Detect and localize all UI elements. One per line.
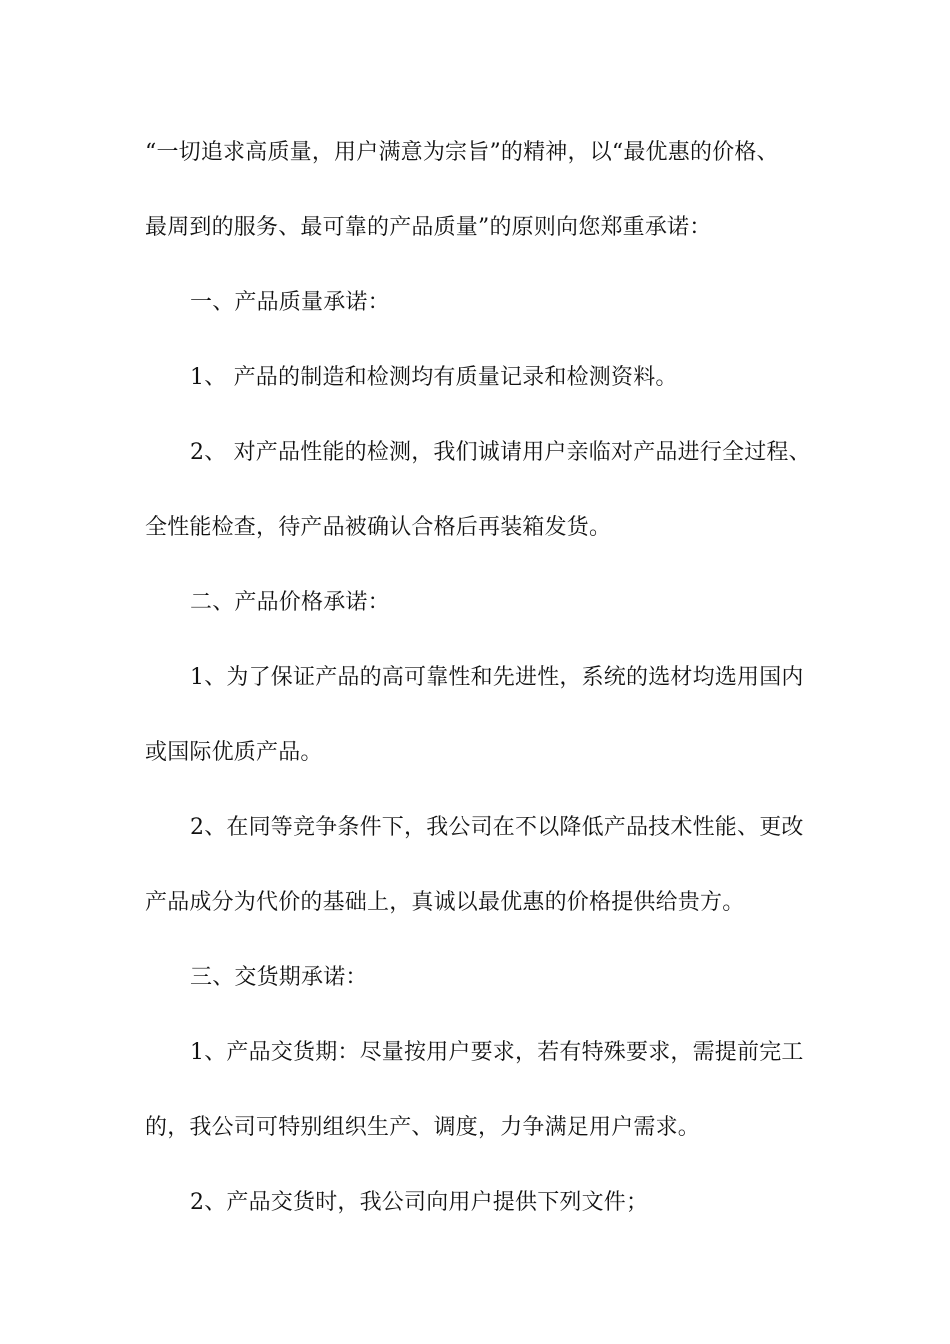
list-item: 1、为了保证产品的高可靠性和先进性，系统的选材均选用国内	[190, 665, 804, 690]
section-heading-quality: 一、产品质量承诺：	[190, 290, 390, 315]
section-heading-price: 二、产品价格承诺：	[190, 590, 390, 615]
list-item: 1、产品交货期：尽量按用户要求，若有特殊要求，需提前完工	[190, 1040, 804, 1065]
section-heading-delivery: 三、交货期承诺：	[190, 965, 368, 990]
paragraph-line: 或国际优质产品。	[145, 740, 323, 765]
paragraph-line: 的，我公司可特别组织生产、调度，力争满足用户需求。	[145, 1115, 701, 1140]
list-item: 2、 对产品性能的检测，我们诚请用户亲临对产品进行全过程、	[190, 440, 811, 465]
list-item: 2、产品交货时，我公司向用户提供下列文件；	[190, 1190, 649, 1215]
paragraph-line: “一切追求高质量，用户满意为宗旨”的精神，以“最优惠的价格、	[145, 140, 779, 165]
paragraph-line: 产品成分为代价的基础上，真诚以最优惠的价格提供给贵方。	[145, 890, 745, 915]
paragraph-line: 全性能检查，待产品被确认合格后再装箱发货。	[145, 515, 612, 540]
paragraph-line: 最周到的服务、最可靠的产品质量”的原则向您郑重承诺：	[145, 215, 712, 240]
list-item: 2、在同等竞争条件下，我公司在不以降低产品技术性能、更改	[190, 815, 804, 840]
list-item: 1、 产品的制造和检测均有质量记录和检测资料。	[190, 365, 678, 390]
